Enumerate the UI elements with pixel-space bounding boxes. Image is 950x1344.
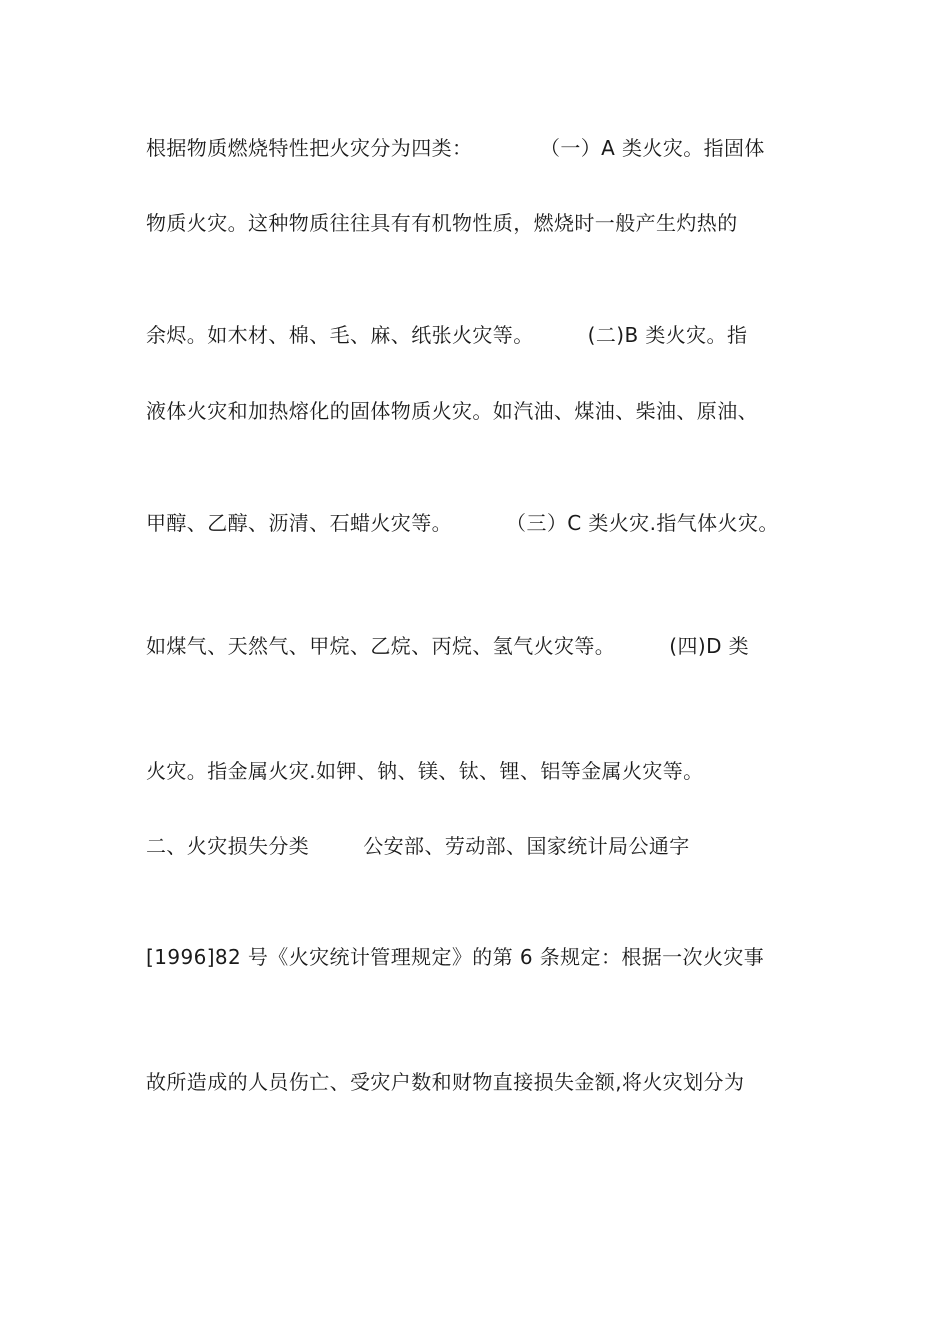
text-line: 故所造成的人员伤亡、受灾户数和财物直接损失金额,将火灾划分为 xyxy=(146,1070,745,1094)
text-line: 甲醇、乙醇、沥清、石蜡火灾等。 （三）C 类火灾.指气体火灾。 xyxy=(146,511,779,535)
section-heading-line: 二、火灾损失分类 公安部、劳动部、国家统计局公通字 xyxy=(146,834,690,858)
text-line: [1996]82 号《火灾统计管理规定》的第 6 条规定：根据一次火灾事 xyxy=(146,945,765,969)
text-line: 根据物质燃烧特性把火灾分为四类： （一）A 类火灾。指固体 xyxy=(146,136,765,160)
text-line: 液体火灾和加热熔化的固体物质火灾。如汽油、煤油、柴油、原油、 xyxy=(146,399,758,423)
text-line: 余烬。如木材、棉、毛、麻、纸张火灾等。 (二)B 类火灾。指 xyxy=(146,323,748,347)
text-line: 物质火灾。这种物质往往具有有机物性质，燃烧时一般产生灼热的 xyxy=(146,211,738,235)
text-line: 如煤气、天然气、甲烷、乙烷、丙烷、氢气火灾等。 (四)D 类 xyxy=(146,634,750,658)
text-line: 火灾。指金属火灾.如钾、钠、镁、钛、锂、铝等金属火灾等。 xyxy=(146,759,704,783)
